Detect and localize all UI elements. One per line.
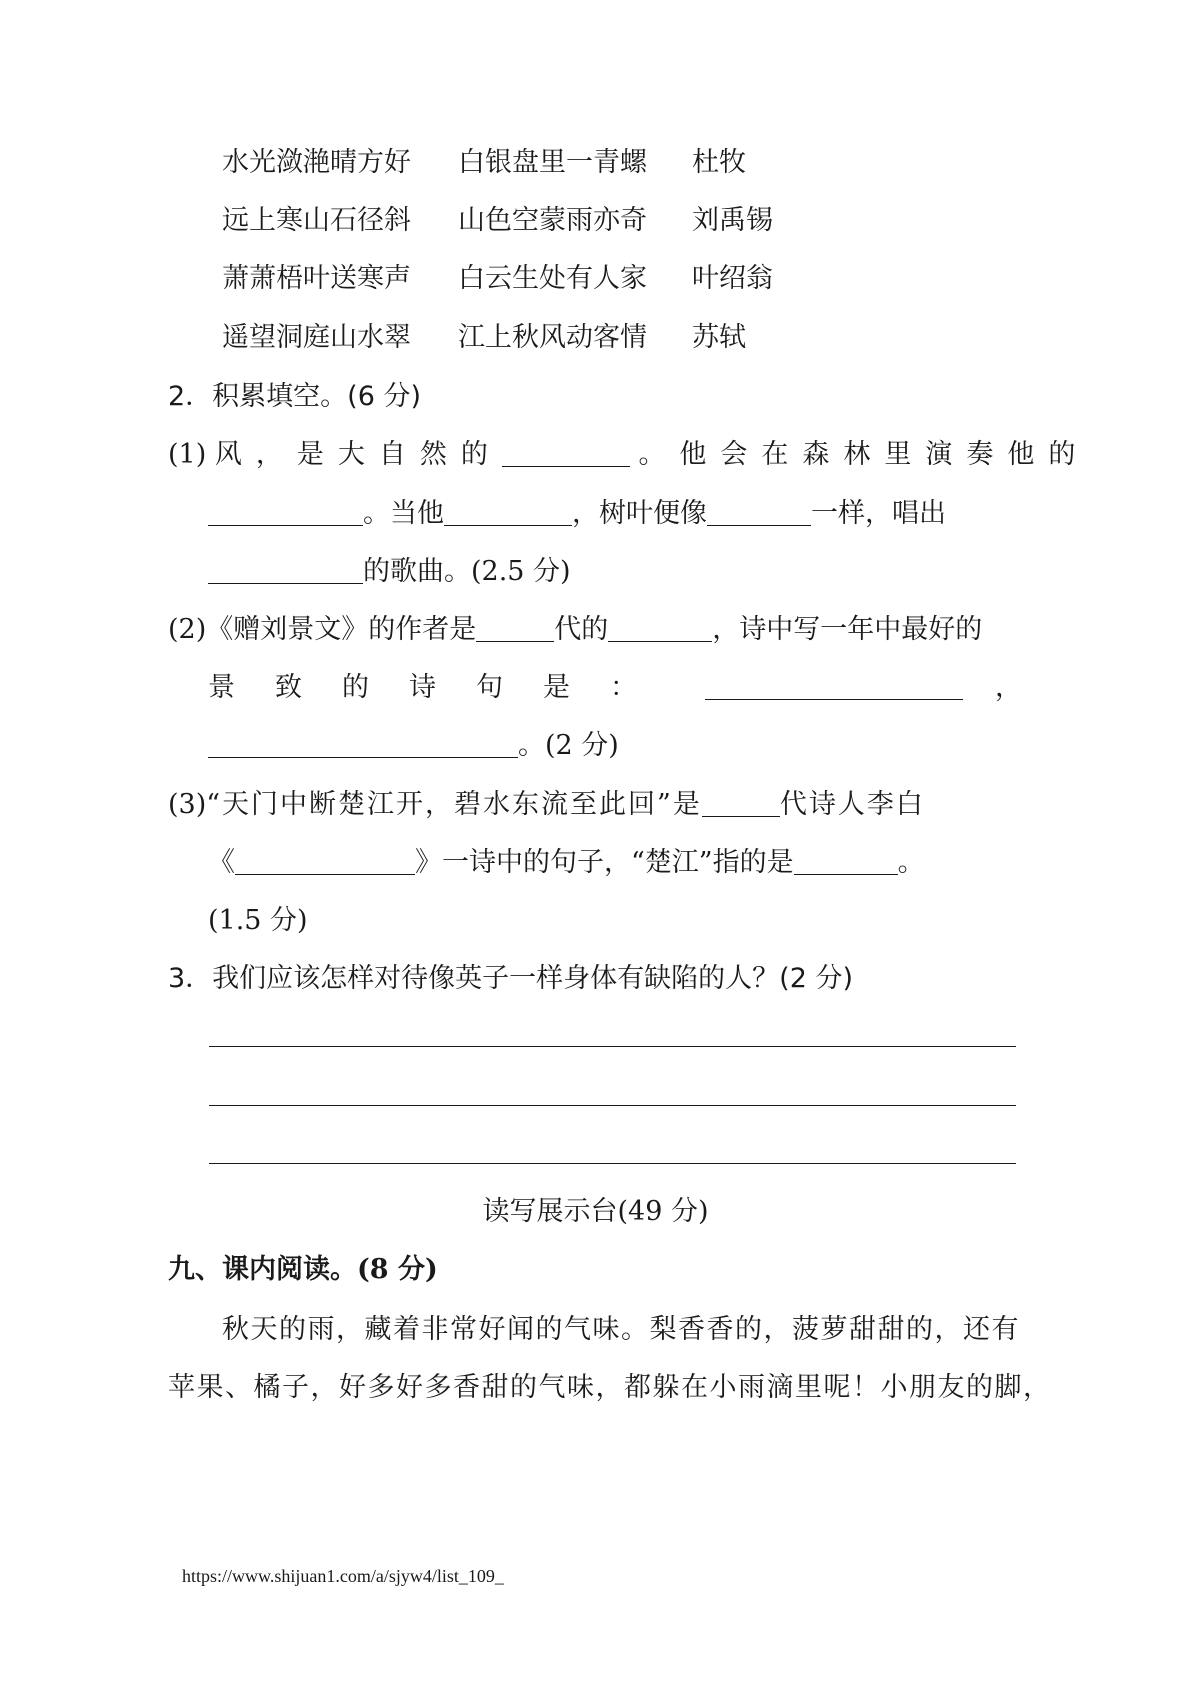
q2-part1-text-c: 。当他	[363, 498, 444, 529]
q2-part3-number: (3)	[168, 789, 207, 820]
answer-line-3[interactable]	[209, 1163, 1016, 1164]
q2-part3-text-e: 。	[897, 847, 925, 878]
q2-part1-line2	[208, 494, 946, 534]
reading-passage-line-1: 秋天的雨，藏着非常好闻的气味。梨香香的，菠萝甜甜的，还有	[222, 1314, 1020, 1345]
q2-part3-text-c: 《	[208, 847, 235, 878]
q2-part1-line1	[168, 435, 1089, 475]
q2-part1-text-f: 的歌曲。(2.5 分)	[363, 556, 571, 587]
q2-part2-text-d: 景致的诗句是：	[208, 672, 677, 703]
q2-part3-text-a: “天门中断楚江开，碧水东流至此回”是	[206, 789, 702, 820]
q2-part3-line2	[208, 843, 925, 883]
q2-part1-blank-1[interactable]	[502, 436, 630, 467]
q2-part2-blank-2[interactable]	[608, 611, 712, 642]
reading-passage-line-2: 苹果、橘子，好多好多香甜的气味，都躲在小雨滴里呢！小朋友的脚，	[168, 1372, 1052, 1403]
q2-part2-number: (2)	[168, 614, 207, 645]
q2-part1-blank-4[interactable]	[707, 495, 811, 526]
question-9-title: 九、课内阅读。(8 分)	[168, 1254, 438, 1285]
matching-col-b-row-1: 白银盘里一青螺	[458, 147, 647, 178]
matching-col-b-row-2: 山色空蒙雨亦奇	[458, 205, 647, 236]
q2-part2-text-a: 《赠刘景文》的作者是	[206, 614, 477, 645]
matching-col-c-row-4: 苏轼	[692, 322, 746, 353]
q2-part1-text-b: 。他会在森林里演奏他的	[638, 439, 1090, 470]
matching-col-a-row-4: 遥望洞庭山水翠	[222, 322, 411, 353]
q2-part1-text-e: 一样，唱出	[811, 498, 946, 529]
question-3-title: 3．我们应该怎样对待像英子一样身体有缺陷的人？(2 分)	[168, 963, 854, 994]
q2-part2-text-b: 代的	[554, 614, 609, 645]
q2-part3-blank-3[interactable]	[794, 844, 898, 875]
matching-col-c-row-3: 叶绍翁	[692, 263, 773, 294]
q2-part1-blank-5[interactable]	[208, 553, 363, 584]
q2-part1-number: (1)	[168, 439, 207, 470]
matching-col-c-row-2: 刘禹锡	[692, 205, 773, 236]
q2-part3-text-b: 代诗人李白	[779, 789, 925, 820]
answer-line-2[interactable]	[209, 1105, 1016, 1106]
q2-part3-blank-2[interactable]	[235, 844, 415, 875]
q2-part2-line2	[208, 668, 1022, 708]
q2-part3-blank-1[interactable]	[702, 786, 780, 817]
q2-part3-line3: (1.5 分)	[208, 905, 308, 936]
q2-part1-line3	[208, 552, 571, 592]
q2-part2-text-f: 。(2 分)	[518, 730, 619, 761]
matching-col-b-row-4: 江上秋风动客情	[458, 322, 647, 353]
q2-part2-blank-1[interactable]	[476, 611, 554, 642]
q2-part3-text-d: 》一诗中的句子，“楚江”指的是	[415, 847, 794, 878]
section-heading: 读写展示台(49 分)	[482, 1196, 709, 1227]
question-2-title: 2．积累填空。(6 分)	[168, 381, 422, 412]
matching-col-c-row-1: 杜牧	[692, 147, 746, 178]
matching-col-a-row-3: 萧萧梧叶送寒声	[222, 263, 411, 294]
q2-part2-blank-3[interactable]	[705, 669, 963, 700]
matching-col-a-row-1: 水光潋滟晴方好	[222, 147, 411, 178]
q2-part2-text-e: ，	[995, 672, 1022, 703]
q2-part1-text-d: ，树叶便像	[572, 498, 707, 529]
footer-url: https://www.shijuan1.com/a/sjyw4/list_109_	[182, 1566, 504, 1586]
q2-part1-text-a: 风，是大自然的	[214, 439, 502, 470]
q2-part2-line3	[208, 726, 619, 766]
q2-part2-blank-4[interactable]	[208, 727, 518, 758]
q2-part2-text-c: ，诗中写一年中最好的	[712, 614, 983, 645]
q2-part3-line1	[168, 785, 925, 825]
matching-col-a-row-2: 远上寒山石径斜	[222, 205, 411, 236]
matching-col-b-row-3: 白云生处有人家	[458, 263, 647, 294]
q2-part2-line1	[168, 610, 982, 650]
q2-part1-blank-2[interactable]	[208, 495, 363, 526]
answer-line-1[interactable]	[209, 1046, 1016, 1047]
q2-part1-blank-3[interactable]	[444, 495, 572, 526]
